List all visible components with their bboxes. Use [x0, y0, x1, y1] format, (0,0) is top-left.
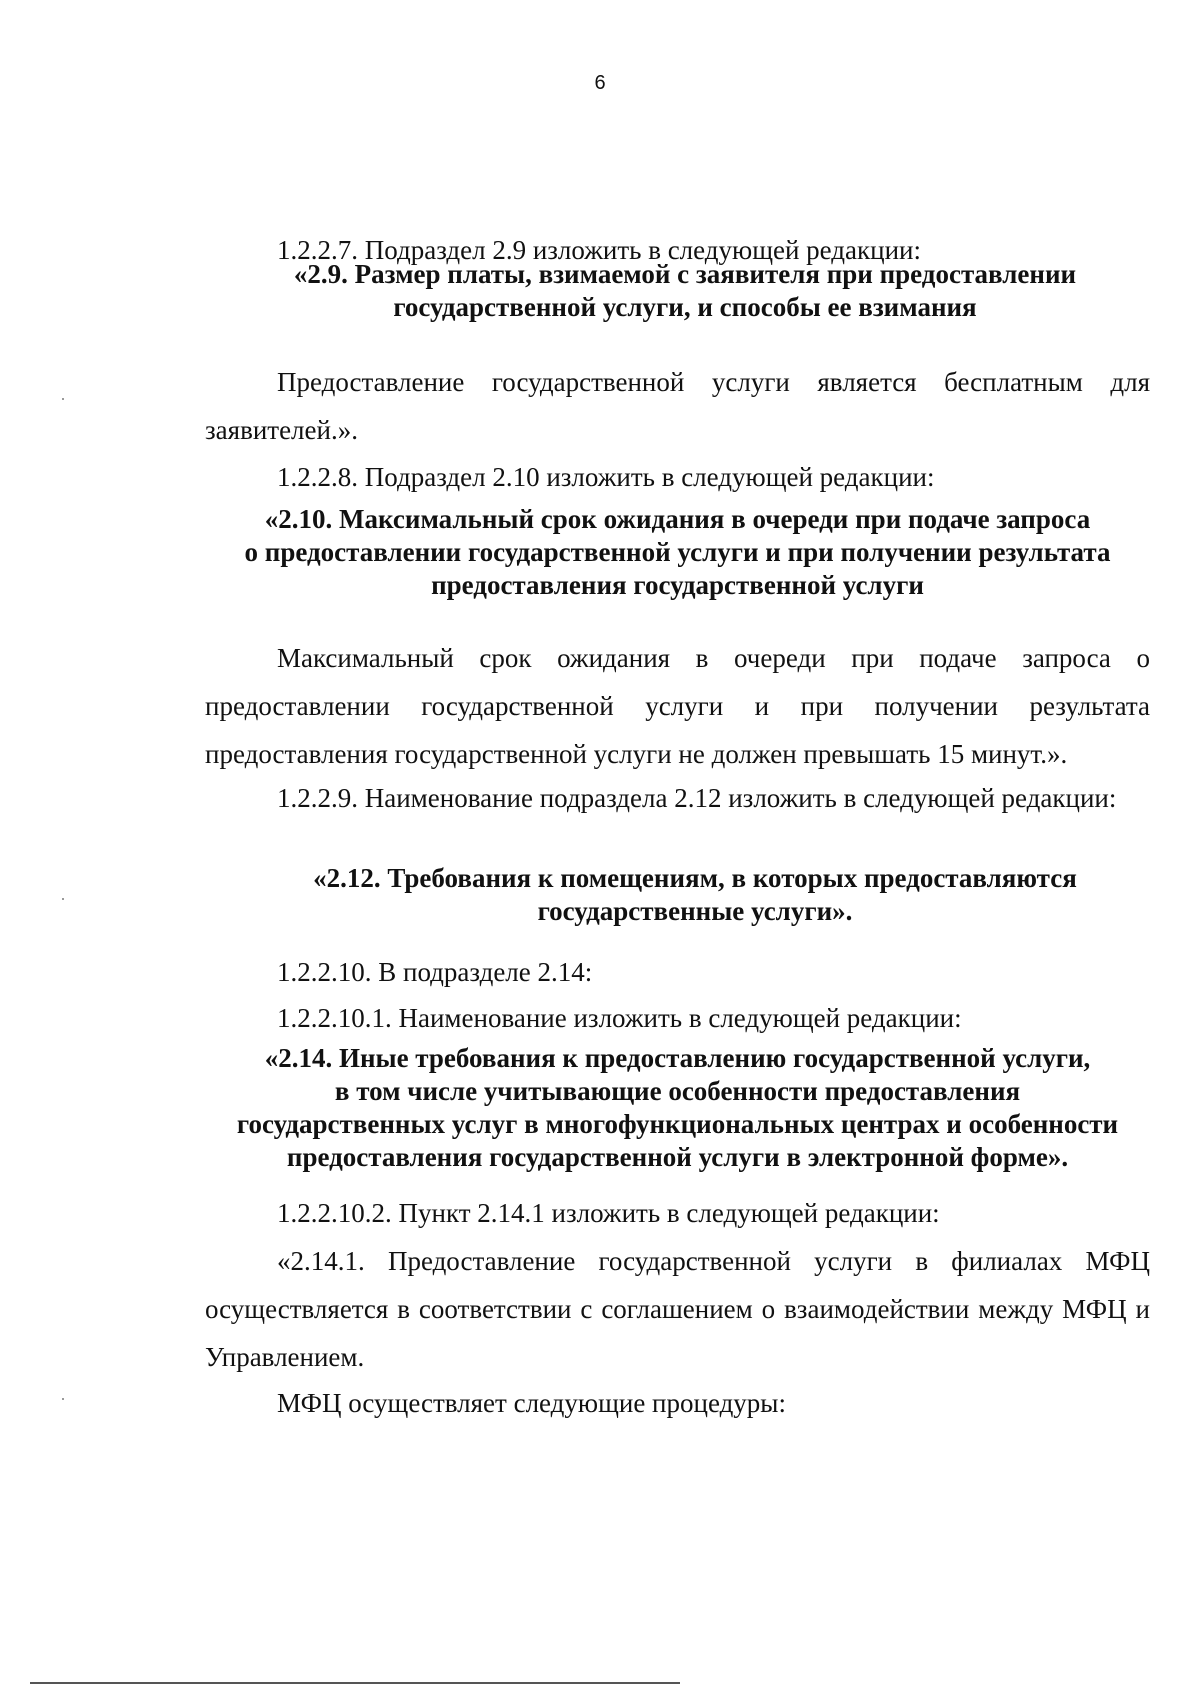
bottom-rule — [30, 1682, 680, 1684]
paragraph-1-2-2-8: 1.2.2.8. Подраздел 2.10 изложить в следующей редакции: — [277, 462, 935, 492]
heading-section-2-12 — [275, 862, 1115, 928]
paragraph-1-2-2-9: 1.2.2.9. Наименование подраздела 2.12 изложить в следующей редакции: — [277, 783, 1117, 813]
paragraph-free-of-charge: Предоставление государственной услуги является бесплатным для заявителей.». — [205, 367, 1150, 445]
heading-section-2-10 — [205, 503, 1150, 602]
heading-line: «2.14. Иные требования к предоставлению государственной услуги, — [264, 1043, 1091, 1073]
heading-line: государственных услуг в многофункциональных центрах и особенности — [236, 1109, 1119, 1139]
heading-section-2-14 — [205, 1042, 1150, 1174]
heading-section-2-9 — [265, 258, 1105, 324]
paragraph-max-waiting-time: Максимальный срок ожидания в очереди при подаче запроса о предоставлении государственной услуги и при получении результата предоставления государственной услуги не должен превышать 15 минут.». — [205, 643, 1150, 769]
paragraph-1-2-2-10: 1.2.2.10. В подразделе 2.14: — [277, 957, 593, 987]
heading-line: предоставления государственной услуги — [431, 570, 924, 600]
heading-line: предоставления государственной услуги в электронной форме». — [286, 1142, 1069, 1172]
paragraph-2-14-1: «2.14.1. Предоставление государственной услуги в филиалах МФЦ осуществляется в соответствии с соглашением о взаимодействии между МФЦ и Управлением. — [205, 1246, 1150, 1372]
heading-line: о предоставлении государственной услуги и при получении результата — [244, 537, 1111, 567]
scan-speck — [62, 398, 64, 400]
paragraph-1-2-2-10-1: 1.2.2.10.1. Наименование изложить в следующей редакции: — [277, 1003, 962, 1033]
heading-line: государственные услуги». — [537, 896, 853, 926]
paragraph-1-2-2-10-2: 1.2.2.10.2. Пункт 2.14.1 изложить в следующей редакции: — [277, 1198, 940, 1228]
paragraph-1-2-2-7: 1.2.2.7. Подраздел 2.9 изложить в следующей редакции: — [277, 235, 921, 265]
heading-line: государственной услуги, и способы ее взимания — [393, 292, 977, 322]
page-number: 6 — [594, 72, 606, 94]
paragraph-mfc-procedures: МФЦ осуществляет следующие процедуры: — [277, 1388, 786, 1418]
heading-line: «2.9. Размер платы, взимаемой с заявителя при предоставлении — [293, 259, 1077, 289]
scan-speck — [62, 898, 64, 900]
heading-line: «2.10. Максимальный срок ожидания в очереди при подаче запроса — [264, 504, 1091, 534]
heading-line: в том числе учитывающие особенности предоставления — [334, 1076, 1021, 1106]
scan-speck — [62, 1398, 64, 1400]
heading-line: «2.12. Требования к помещениям, в которых предоставляются — [313, 863, 1077, 893]
